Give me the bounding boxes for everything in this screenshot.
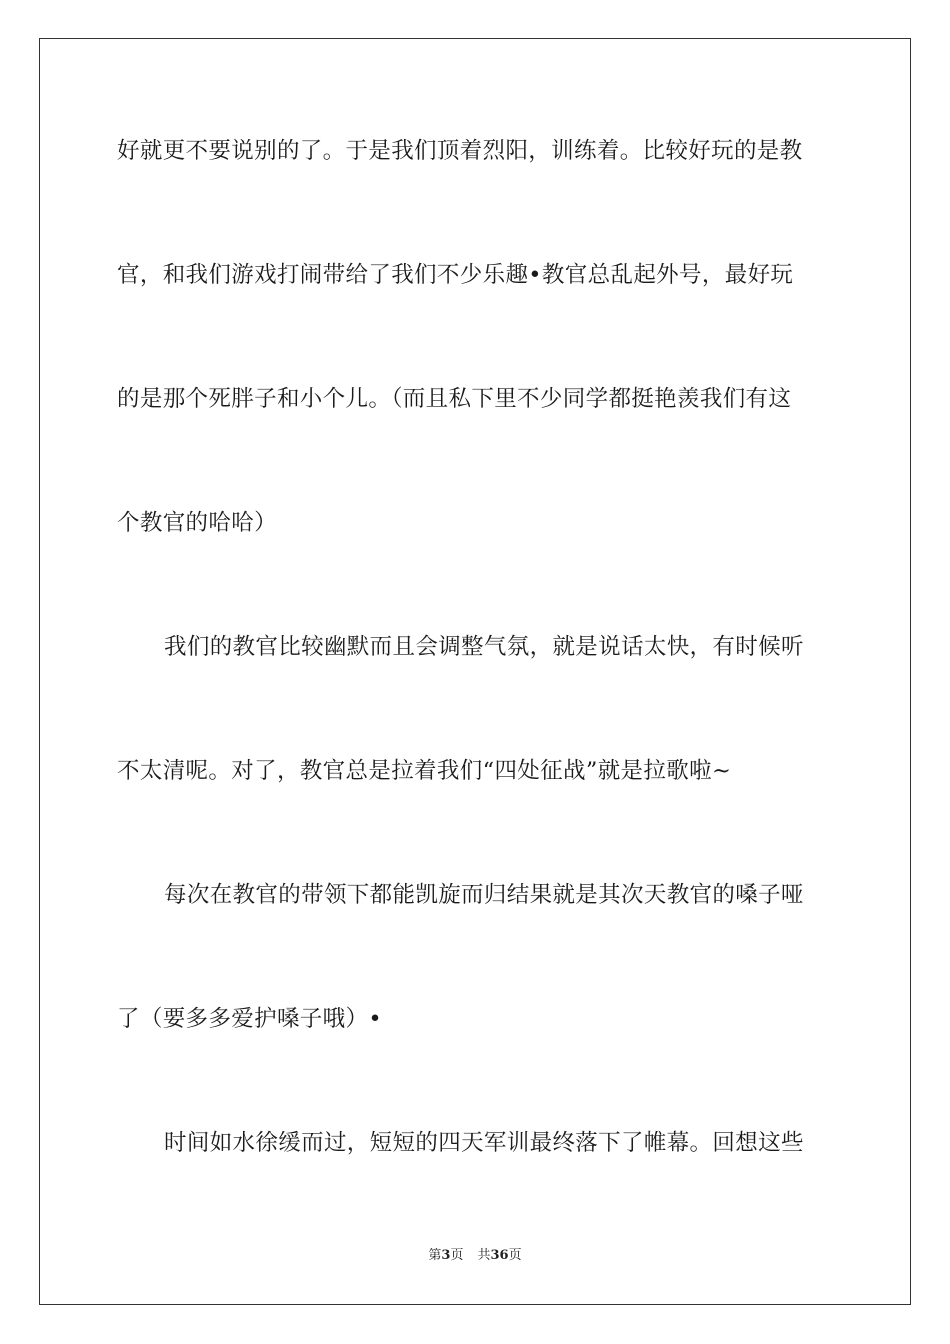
body-line-7: 每次在教官的带领下都能凯旋而归结果就是其次天教官的嗓子哑	[164, 882, 804, 908]
body-line-9: 时间如水徐缓而过，短短的四天军训最终落下了帷幕。回想这些	[164, 1130, 804, 1156]
page-number: 3	[441, 1248, 451, 1263]
page-footer	[0, 1247, 950, 1265]
total-pages: 36	[490, 1248, 509, 1263]
body-line-2: 官，和我们游戏打闹带给了我们不少乐趣•教官总乱起外号，最好玩	[117, 262, 794, 288]
body-line-4: 个教官的哈哈）	[117, 510, 277, 536]
body-line-1: 好就更不要说别的了。于是我们顶着烈阳，训练着。比较好玩的是教	[117, 138, 803, 164]
body-line-8: 了（要多多爱护嗓子哦）•	[117, 1006, 382, 1032]
body-line-3: 的是那个死胖子和小个儿。（而且私下里不少同学都挺艳羡我们有这	[117, 386, 792, 412]
total-suffix: 页	[508, 1248, 522, 1263]
page-border	[39, 38, 911, 1305]
total-prefix: 共	[477, 1248, 491, 1263]
body-line-6: 不太清呢。对了，教官总是拉着我们“四处征战”就是拉歌啦~	[117, 758, 732, 784]
page-suffix: 页	[450, 1248, 464, 1263]
page-prefix: 第	[428, 1248, 442, 1263]
body-line-5: 我们的教官比较幽默而且会调整气氛，就是说话太快，有时候听	[164, 634, 804, 660]
